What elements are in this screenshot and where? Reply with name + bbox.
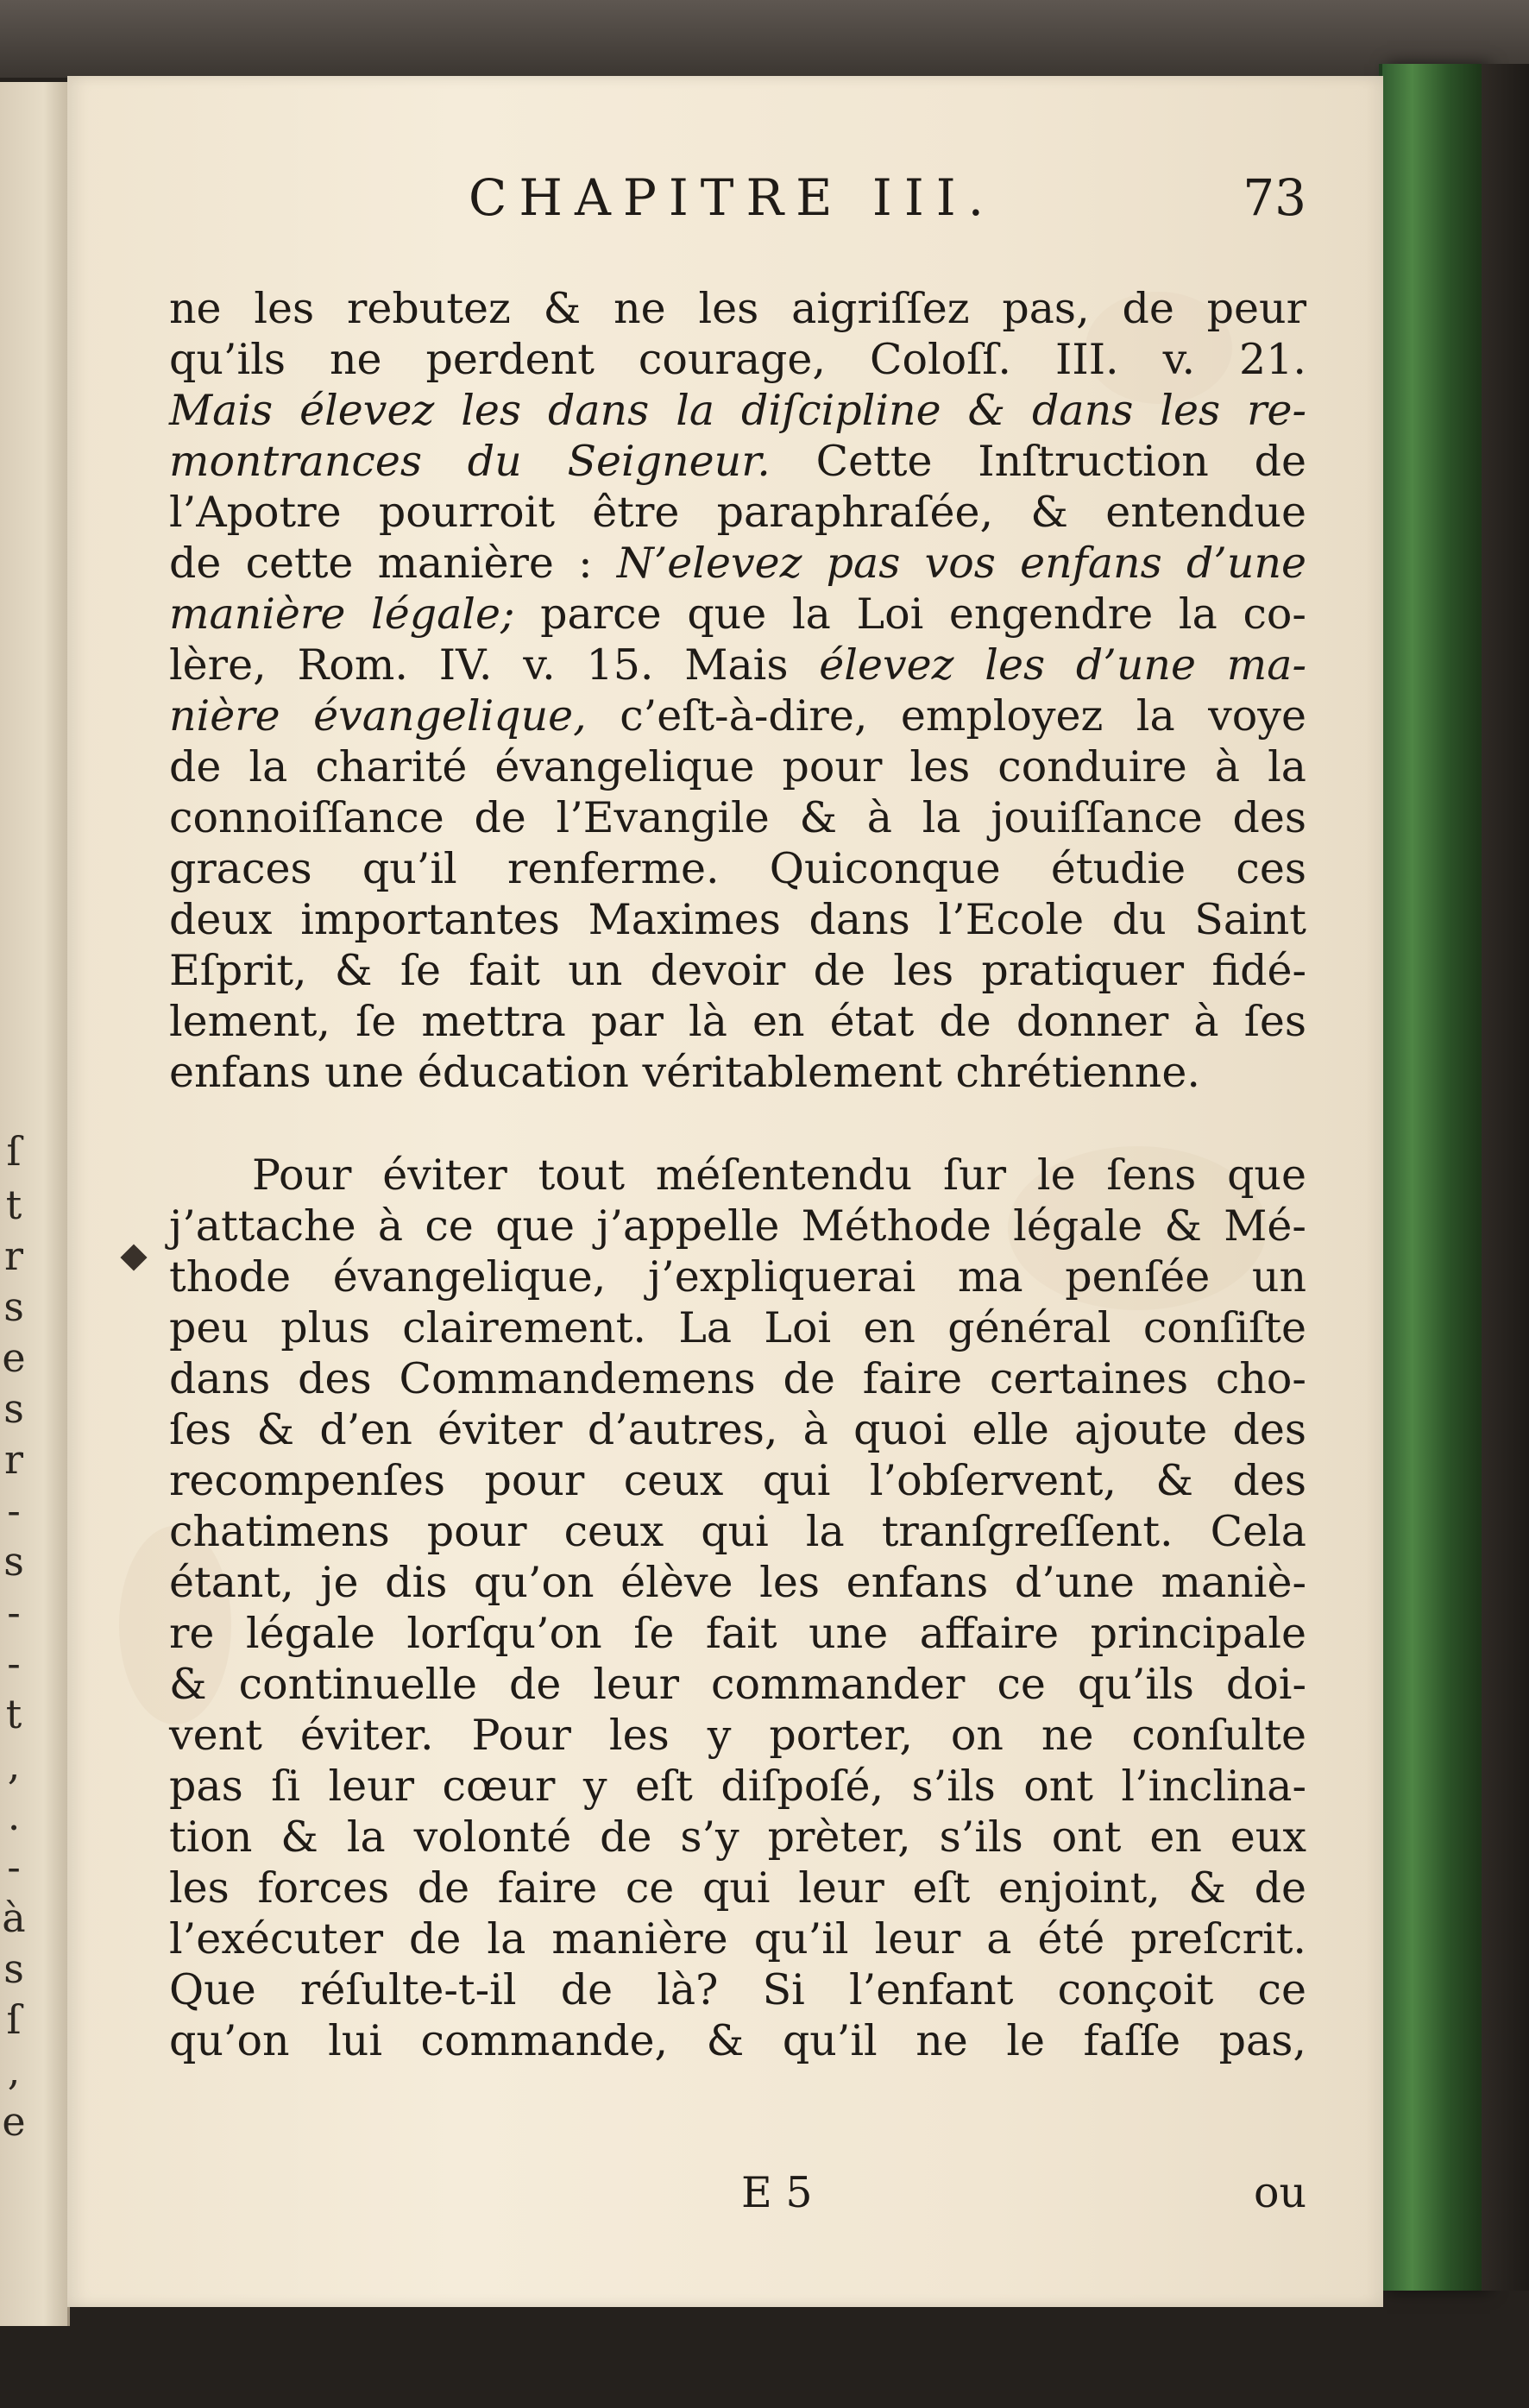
body-line — [169, 436, 1306, 488]
left-edge-letter: - — [7, 1844, 21, 1890]
body-line: dans des Commandemens de faire certaines cho- — [169, 1354, 1306, 1403]
body-line: graces qu’il renferme. Quiconque étudie ces — [169, 844, 1306, 893]
body-line: Eſprit, & ſe fait un devoir de les pratiquer fidé- — [169, 946, 1306, 995]
body-line: lement, ſe mettra par là en état de donner à ſes — [169, 997, 1306, 1046]
left-edge-letter: , — [7, 1742, 21, 1788]
body-line: qu’on lui commande, & qu’il ne le faſſe pas, — [169, 2016, 1306, 2065]
body-line: peu plus clairement. La Loi en général conſiſte — [169, 1303, 1306, 1352]
body-line: de la charité évangelique pour les conduire à la — [169, 742, 1306, 791]
body-line — [169, 690, 1306, 742]
right-page — [67, 76, 1383, 2307]
body-line: & continuelle de leur commander ce qu’ils doi- — [169, 1660, 1306, 1709]
page-number: 73 — [1243, 168, 1306, 227]
left-edge-letter: . — [7, 1793, 21, 1839]
body-line: étant, je dis qu’on élève les enfans d’une maniè- — [169, 1558, 1306, 1607]
body-line: tion & la volonté de s’y prèter, s’ils ont en eux — [169, 1812, 1306, 1862]
roman-phrase: c’eſt-à-dire, employez la voye — [586, 691, 1306, 741]
body-line: recompenſes pour ceux qui l’obſervent, & des — [169, 1456, 1306, 1505]
body-line: connoiſſance de l’Evangile & à la jouiſſance des — [169, 793, 1306, 842]
italic-phrase: montrances du Seigneur. — [169, 437, 771, 486]
left-edge-letter: r — [4, 1232, 23, 1279]
margin-mark — [120, 1244, 147, 1270]
roman-phrase: lère, Rom. IV. v. 15. Mais — [169, 640, 820, 690]
body-line: re légale lorſqu’on ſe fait une affaire principale — [169, 1609, 1306, 1658]
body-line: pas ſi leur cœur y eſt diſpoſé, s’ils ont l’inclina- — [169, 1762, 1306, 1811]
body-line — [169, 589, 1306, 640]
left-edge-letter: - — [7, 1640, 21, 1686]
left-edge-letter: s — [3, 1538, 24, 1585]
body-line — [169, 640, 1306, 691]
body-line: l’exécuter de la manière qu’il leur a été preſcrit. — [169, 1914, 1306, 1964]
body-line: ſes & d’en éviter d’autres, à quoi elle ajoute des — [169, 1405, 1306, 1454]
roman-phrase: de cette manière : — [169, 539, 617, 588]
left-edge-letter: à — [2, 1894, 26, 1941]
roman-phrase: Cette Inſtruction de — [770, 437, 1306, 486]
left-edge-letter: ſ — [6, 1996, 22, 2043]
catchword: ou — [1253, 2168, 1306, 2217]
body-line — [169, 538, 1306, 589]
body-line: l’Apotre pourroit être paraphraſée, & entendue — [169, 488, 1306, 537]
left-edge-letter: , — [7, 2047, 21, 2094]
left-edge-letter: ſ — [6, 1128, 22, 1175]
body-line: j’attache à ce que j’appelle Méthode légale & Mé- — [169, 1201, 1306, 1251]
left-edge-letter: - — [7, 1589, 21, 1636]
left-edge-letter: t — [5, 1182, 22, 1228]
body-line: Que réſulte-t-il de là? Si l’enfant conçoit ce — [169, 1965, 1306, 2014]
body-line: Mais élevez les dans la diſcipline & dans les re- — [169, 386, 1306, 435]
italic-phrase: manière légale; — [169, 589, 515, 639]
body-line: qu’ils ne perdent courage, Coloſſ. III. v. 21. — [169, 335, 1306, 384]
body-line: thode évangelique, j’expliquerai ma penſée un — [169, 1252, 1306, 1302]
paragraph-start: Pour éviter tout méſentendu ſur le ſens que — [252, 1150, 1306, 1200]
body-line: ne les rebutez & ne les aigriſſez pas, de peur — [169, 284, 1306, 333]
body-line: deux importantes Maximes dans l’Ecole du Saint — [169, 895, 1306, 944]
left-edge-letter: e — [2, 2098, 26, 2145]
background-shadow — [0, 0, 1529, 78]
body-line: enfans une éducation véritablement chrétienne. — [169, 1048, 1200, 1097]
green-book-edge — [1379, 64, 1482, 2291]
roman-phrase: parce que la Loi engendre la co- — [514, 589, 1306, 639]
left-page-edge — [0, 82, 70, 2326]
left-edge-letter: r — [4, 1436, 23, 1483]
body-line: chatimens pour ceux qui la tranſgreſſent. Cela — [169, 1507, 1306, 1556]
left-edge-letter: t — [5, 1691, 22, 1737]
left-edge-letter: s — [3, 1945, 24, 1992]
left-edge-letter: e — [2, 1334, 26, 1381]
left-edge-letter: s — [3, 1283, 24, 1330]
signature-mark: E 5 — [741, 2168, 813, 2217]
italic-phrase: élevez les d’une ma- — [819, 640, 1306, 690]
body-line: les forces de faire ce qui leur eſt enjoint, & de — [169, 1863, 1306, 1913]
left-edge-letter: - — [7, 1487, 21, 1534]
italic-phrase: nière évangelique, — [169, 691, 587, 741]
left-edge-letter: s — [3, 1385, 24, 1432]
page-footer — [169, 2166, 1306, 2220]
italic-phrase: N’elevez pas vos enfans d’une — [616, 539, 1306, 588]
chapter-heading: CHAPITRE III. — [469, 168, 997, 227]
body-line: vent éviter. Pour les y porter, on ne conſulte — [169, 1711, 1306, 1760]
running-head — [169, 164, 1306, 231]
